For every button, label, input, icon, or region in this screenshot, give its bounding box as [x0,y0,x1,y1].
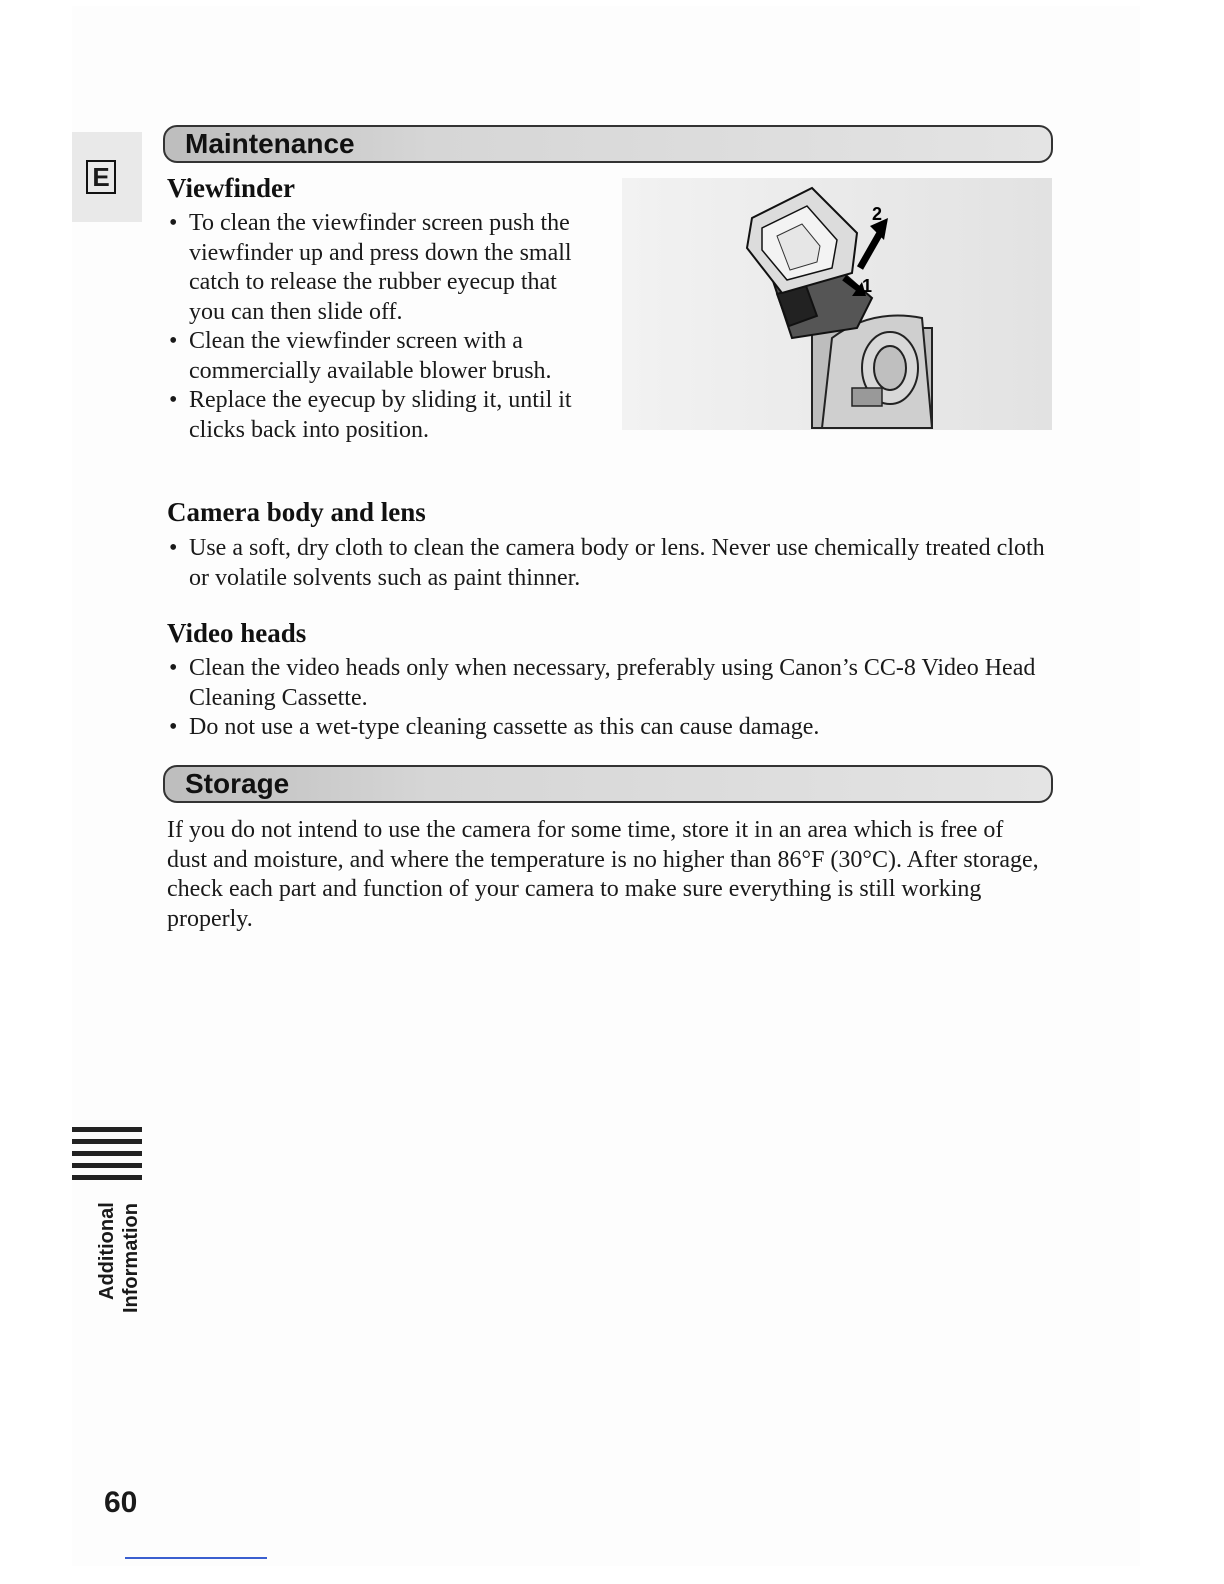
page-number: 60 [104,1486,138,1519]
video-heads-title: Video heads [167,618,307,648]
tab-bar [72,1163,142,1168]
lens-inner [874,346,906,390]
tab-bar [72,1151,142,1156]
storage-heading: Storage [185,768,290,799]
tab-bar [72,1175,142,1180]
viewfinder-list [167,209,587,445]
footer-line [125,1557,267,1559]
list-item: • Clean the video heads only when necessary, preferably using Canon’s CC-8 Video Head Cleaning Cassette. [167,654,1047,713]
storage-text: If you do not intend to use the camera for some time, store it in an area which is free of dust and moisture, and where the temperature is no higher than 86°F (30°C). After storage, check each part and function of your camera to make sure everything is still working properly. [167,817,1039,932]
list-item: • Replace the eyecup by sliding it, until it clicks back into position. [167,386,587,445]
list-item: • Clean the viewfinder screen with a commercially available blower brush. [167,327,587,386]
camera-body-list [167,534,1047,593]
language-indicator: E [86,160,116,194]
side-label-line-1: Additional [96,1202,118,1300]
camera-viewfinder-drawing [622,178,1052,430]
camera-body-title: Camera body and lens [167,497,426,527]
maintenance-heading-bar [163,125,1053,163]
storage-heading-bar [163,765,1053,803]
tab-bar [72,1139,142,1144]
section-tab-label [92,1195,142,1315]
camera-logo-plate [852,388,882,406]
list-item: • Use a soft, dry cloth to clean the camera body or lens. Never use chemically treated cloth or volatile solvents such as paint thinner. [167,534,1047,593]
viewfinder-title: Viewfinder [167,173,295,203]
video-heads-list [167,654,1047,743]
step-label-1: 1 [862,276,873,296]
list-item: • To clean the viewfinder screen push the viewfinder up and press down the small catch to release the rubber eyecup that you can then slide off. [167,209,587,327]
maintenance-heading: Maintenance [185,128,355,159]
tab-bar [72,1127,142,1132]
step-label-2: 2 [872,204,883,224]
side-label-line-2: Information [120,1203,142,1313]
list-item: • Do not use a wet-type cleaning cassette as this can cause damage. [167,713,1047,743]
viewfinder-illustration [622,178,1052,430]
